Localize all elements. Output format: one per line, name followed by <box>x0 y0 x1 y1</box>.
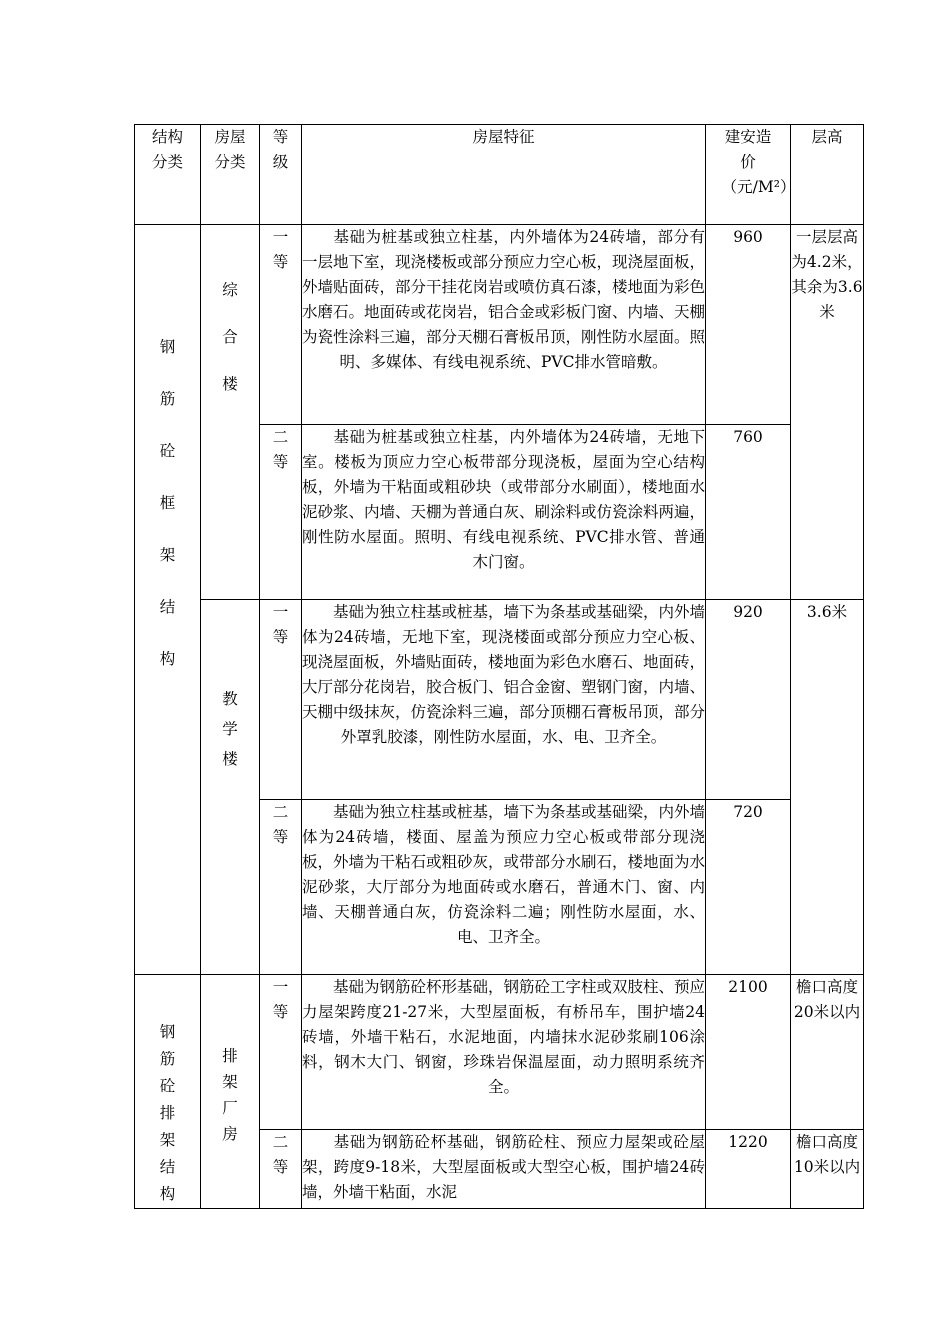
building-cost-table <box>134 124 864 1209</box>
cost-cell: 920 <box>706 600 791 800</box>
header-row <box>135 125 864 225</box>
features-cell: 基础为独立柱基或桩基，墙下为条基或基础梁，内外墙体为24砖墙，无地下室，现浇楼面或部分预应力空心板、现浇屋面板，外墙贴面砖，楼地面为彩色水磨石、地面砖，大厅部分花岗岩，胶合板门、铝合金窗、塑钢门窗，内墙、天棚中级抹灰，仿瓷涂料三遍，部分顶棚石膏板吊顶，部分外罩乳胶漆，刚性防水屋面，水、电、卫齐全。 <box>302 600 706 800</box>
height-cell: 檐口高度10米以内 <box>791 1130 864 1209</box>
structure-class-cell: 钢筋砼框架结构 <box>135 225 201 975</box>
building-class-cell: 教学楼 <box>201 600 260 975</box>
cost-cell: 1220 <box>706 1130 791 1209</box>
height-cell: 3.6米 <box>791 600 864 975</box>
grade-cell: 一等 <box>260 225 302 425</box>
cost-cell: 960 <box>706 225 791 425</box>
header-cost: 建安造价（元/M²） <box>706 125 791 225</box>
grade-cell: 一等 <box>260 600 302 800</box>
header-features: 房屋特征 <box>302 125 706 225</box>
header-grade: 等级 <box>260 125 302 225</box>
table-row <box>135 225 864 425</box>
features-cell: 基础为钢筋砼杯基础，钢筋砼柱、预应力屋架或砼屋架，跨度9-18米，大型屋面板或大型空心板，围护墙24砖墙，外墙干粘面，水泥 <box>302 1130 706 1209</box>
header-height: 层高 <box>791 125 864 225</box>
grade-cell: 二等 <box>260 800 302 975</box>
structure-class-cell: 钢筋砼排架结构 <box>135 975 201 1209</box>
cost-cell: 760 <box>706 425 791 600</box>
header-structure: 结构分类 <box>135 125 201 225</box>
features-cell: 基础为独立柱基或桩基，墙下为条基或基础梁，内外墙体为24砖墙，楼面、屋盖为预应力空心板或带部分现浇板，外墙为干粘石或粗砂灰，或带部分水刷石，楼地面为水泥砂浆，大厅部分为地面砖或水磨石，普通木门、窗、内墙、天棚普通白灰，仿瓷涂料二遍；刚性防水屋面，水、电、卫齐全。 <box>302 800 706 975</box>
table-row <box>135 600 864 800</box>
building-class-cell: 排架厂房 <box>201 975 260 1209</box>
grade-cell: 二等 <box>260 1130 302 1209</box>
header-building: 房屋分类 <box>201 125 260 225</box>
features-cell: 基础为桩基或独立柱基，内外墙体为24砖墙，部分有一层地下室，现浇楼板或部分预应力空心板，现浇屋面板，外墙贴面砖，部分干挂花岗岩或喷仿真石漆，楼地面为彩色水磨石。地面砖或花岗岩，铝合金或彩板门窗、内墙、天棚为瓷性涂料三遍，部分天棚石膏板吊顶，刚性防水屋面。照明、多媒体、有线电视系统、PVC排水管暗敷。 <box>302 225 706 425</box>
table-row <box>135 975 864 1130</box>
features-cell: 基础为桩基或独立柱基，内外墙体为24砖墙，无地下室。楼板为顶应力空心板带部分现浇板，屋面为空心结构板，外墙为干粘面或粗砂块（或带部分水刷面），楼地面水泥砂浆、内墙、天棚为普通白灰、刷涂料或仿瓷涂料两遍，刚性防水屋面。照明、有线电视系统、PVC排水管、普通木门窗。 <box>302 425 706 600</box>
grade-cell: 一等 <box>260 975 302 1130</box>
height-cell: 檐口高度20米以内 <box>791 975 864 1130</box>
cost-cell: 720 <box>706 800 791 975</box>
building-class-cell: 综合楼 <box>201 225 260 600</box>
height-cell: 一层层高为4.2米，其余为3.6米 <box>791 225 864 600</box>
grade-cell: 二等 <box>260 425 302 600</box>
features-cell: 基础为钢筋砼杯形基础，钢筋砼工字柱或双肢柱、预应力屋架跨度21-27米，大型屋面板，有桥吊车，围护墙24砖墙，外墙干粘石，水泥地面，内墙抹水泥砂浆刷106涂料，钢木大门、钢窗，珍珠岩保温屋面，动力照明系统齐全。 <box>302 975 706 1130</box>
cost-cell: 2100 <box>706 975 791 1130</box>
